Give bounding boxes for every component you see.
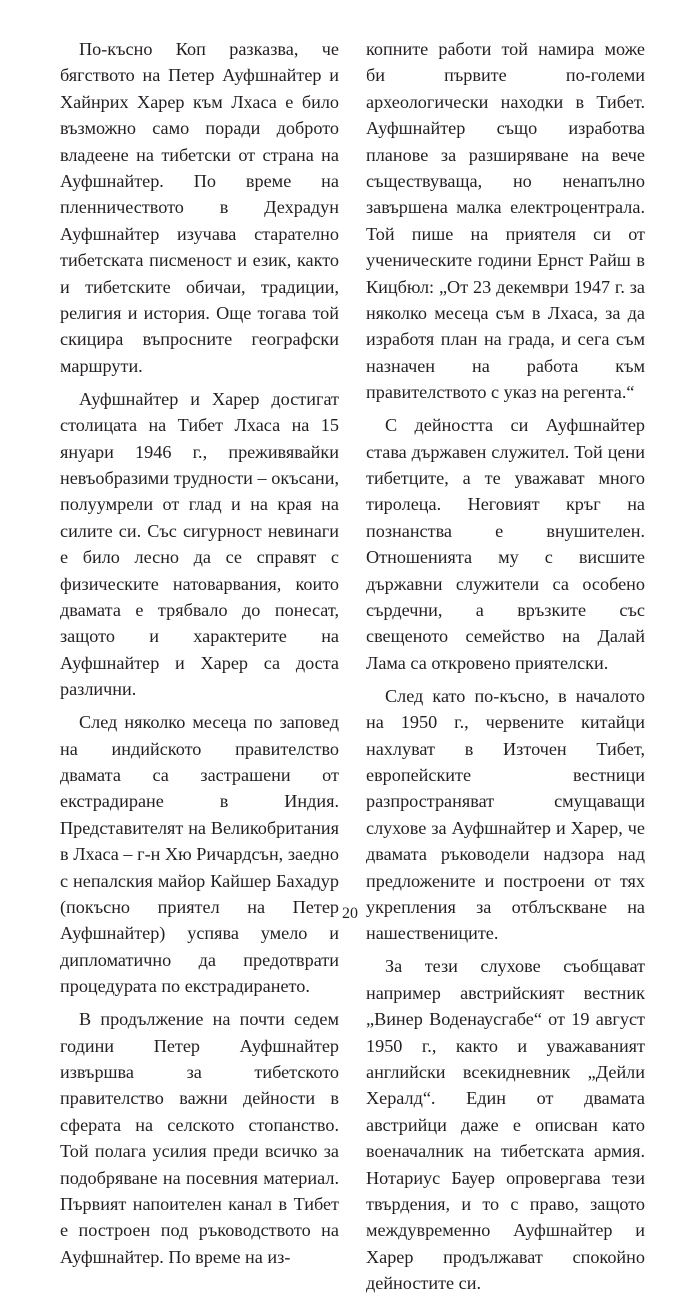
- right-column: [366, 36, 645, 1303]
- paragraph: Ауфшнайтер и Харер достигат столицата на Тибет Лхаса на 15 януари 1946 г., преживявайки невъобразими трудности – окъсани, полуумрели от глад и на края на силите си. Със сигурност невинаги е било лесно да се справят с физическите натоварвания, които двамата е трябвало до понесат, защото и характерите на Ауфшнайтер и Харер са доста различни.: [60, 388, 339, 700]
- paragraph: С дейността си Ауфшнайтер става държавен служител. Той цени тибетците, а те уважават много тиролеца. Неговият кръг на познанства е внушителен. Отношенията му с висшите държавни служители са особено сърдечни, а връзките със свещеното семейство на Далай Лама са откровено приятелски.: [366, 415, 645, 673]
- left-column: [60, 36, 339, 1277]
- paragraph: По-късно Коп разказва, че бягството на Петер Ауфшнайтер и Хайнрих Харер към Лхаса е било възможно само поради доброто владеене на тибетски от страна на Ауфшнайтер. По време на пленничеството в Дехрадун Ауфшнайтер изучава старателно тибетската писменост и език, както и тибетските обичаи, традиции, религия и история. Още тогава той скицира въпросните географски маршрути.: [60, 39, 339, 376]
- paragraph: След като по-късно, в началото на 1950 г., червените китайци нахлуват в Източен Тибет, европейските вестници разпространяват смущаващи слухове за Ауфшнайтер и Харер, че двамата ръководели надзора над предложените и построени от тях укрепления за отблъскване на нашествениците.: [366, 685, 645, 944]
- paragraph: След няколко месеца по заповед на индийското правителство двамата са застрашени от екстрадиране в Индия. Представителят на Великобритания в Лхаса – г-н Хю Ричардсън, заедно с непалския майор Кайшер Бахадур (покъсно приятел на Петер Ауфшнайтер) успява умело и дипломатично да предотврати процедурата по екстрадирането.: [60, 712, 339, 997]
- paragraph: В продължение на почти седем години Петер Ауфшнайтер извършва за тибетското правителство важни дейности в сферата на селското стопанство. Той полага усилия преди всичко за подобряване на посевния материал. Първият напоителен канал в Тибет е построен под ръководството на Ауфшнайтер. По време на из-: [60, 1009, 339, 1267]
- paragraph-continued: копните работи той намира може би първите по-големи археологически находки в Тибет. Ауфшнайтер също изработва планове за разширяване на вече съществуваща, но ненапълно завършена малка електроцентрала. Той пише на приятеля си от ученическите години Ернст Райш в Кицбюл: „От 23 декември 1947 г. за няколко месеца съм в Лхаса, за да изработя план на града, и сега съм назначен на работа към правителството с указ на регента.“: [366, 39, 645, 403]
- page-number: 20: [342, 905, 358, 922]
- paragraph: За тези слухове съобщават например австрийският вестник „Винер Воденаусгабе“ от 19 август 1950 г., както и уважаваният английски всекидневник „Дейли Хералд“. Един от двамата австрийци даже е описван като военачалник на тибетската армия. Нотариус Бауер опровергава тези твърдения, и то с право, защото междувременно Ауфшнайтер и Харер продължават спокойно дейностите си.: [366, 956, 645, 1294]
